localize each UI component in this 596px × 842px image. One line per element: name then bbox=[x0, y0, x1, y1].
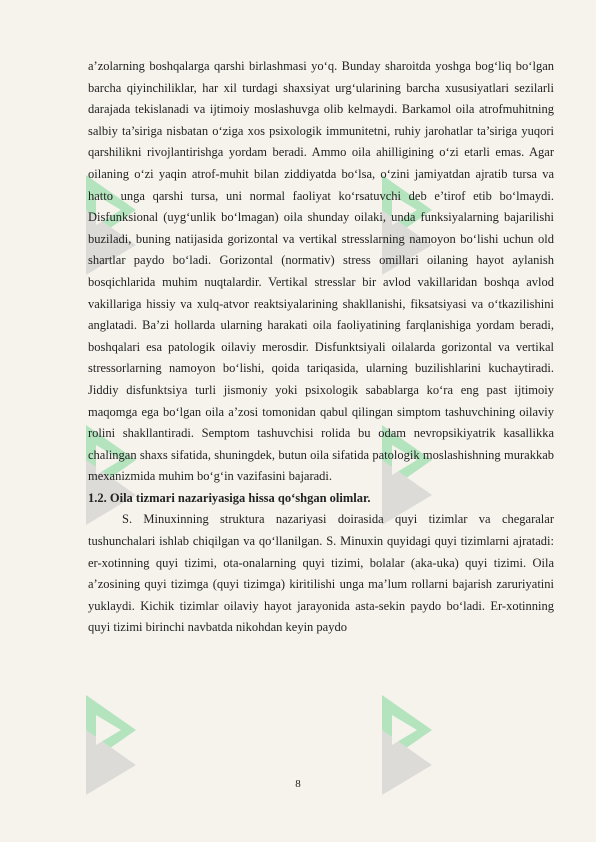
body-paragraph: a’zolarning boshqalarga qarshi birlashmasi yo‘q. Bunday sharoitda yoshga bog‘liq bo‘lgan barcha qiyinchiliklar, har xil turdagi shaxsiyat urg‘ularining barcha xususiyatlari sezilarli darajada tekislanadi va ijtimoiy moslashuvga olib kelmaydi. Barkamol oila atrofmuhitning salbiy ta’siriga nisbatan o‘ziga xos psixologik immunitetni, ruhiy jarohatlar ta’siriga yuqori qarshilikni rivojlantirishga yordam beradi. Ammo oila ahilligining o‘zi etarli emas. Agar oilaning o‘zi yaqin atrof-muhit bilan ziddiyatda bo‘lsa, o‘zini jamiyatdan ajratib tursa va hatto unga qarshi tursa, uni normal faoliyat ko‘rsatuvchi deb e’tirof etib bo‘lmaydi. Disfunksional (uyg‘unlik bo‘lmagan) oila shunday oilaki, unda funksiyalarning bajarilishi buziladi, buning natijasida gorizontal va vertikal stresslarning namoyon bo‘lishi uchun old shartlar paydo bo‘ladi. Gorizontal (normativ) stress omillari oilaning hayot aylanish bosqichlarida muhim nuqtalardir. Vertikal stresslar bir avlod vakillaridan boshqa avlod vakillariga hissiy va xulq-atvor reaktsiyalarining shakllanishi, fiksatsiyasi va o‘tkazilishini anglatadi. Ba’zi hollarda ularning harakati oila faoliyatining farqlanishiga yordam beradi, boshqalari esa patologik oilaviy merosdir. Disfunktsiyali oilalarda gorizontal va vertikal stressorlarning namoyon bo‘lishi, qoida tariqasida, ularning buzilishlarini kuchaytiradi. Jiddiy disfunktsiya turli jismoniy yoki psixologik sabablarga ko‘ra eng past ijtimoiy maqomga ega bo‘lgan oila a’zosi tomonidan qabul qilingan simptom tashuvchining oilaviy rolini shakllantiradi. Semptom tashuvchisi rolida bu odam nevropsikiyatrik kasallikka chalingan shaxs sifatida, shuningdek, butun oila sifatida patologik moslashishning murakkab mexanizmida muhim bo‘g‘in vazifasini bajaradi. bbox=[88, 59, 554, 484]
page-number: 8 bbox=[295, 778, 301, 790]
document-body bbox=[88, 56, 554, 639]
body-paragraph: S. Minuxinning struktura nazariyasi doirasida quyi tizimlar va chegaralar tushunchalari ishlab chiqilgan va qo‘llanilgan. S. Minuxin quyidagi quyi tizimlarni ajratadi: er-xotinning quyi tizimi, ota-onalarning quyi tizimi, bolalar (aka-uka) quyi tizimi. Oila a’zosining quyi tizimga (quyi tizimga) kiritilishi unga ma’lum rollarni bajarish zaruriyatini yuklaydi. Kichik tizimlar oilaviy hayot jarayonida asta-sekin paydo bo‘ladi. Er-xotinning quyi tizimi birinchi navbatda nikohdan keyin paydo bbox=[88, 512, 554, 635]
section-heading: 1.2. Oila tizmari nazariyasiga hissa qo‘shgan olimlar. bbox=[88, 490, 371, 505]
